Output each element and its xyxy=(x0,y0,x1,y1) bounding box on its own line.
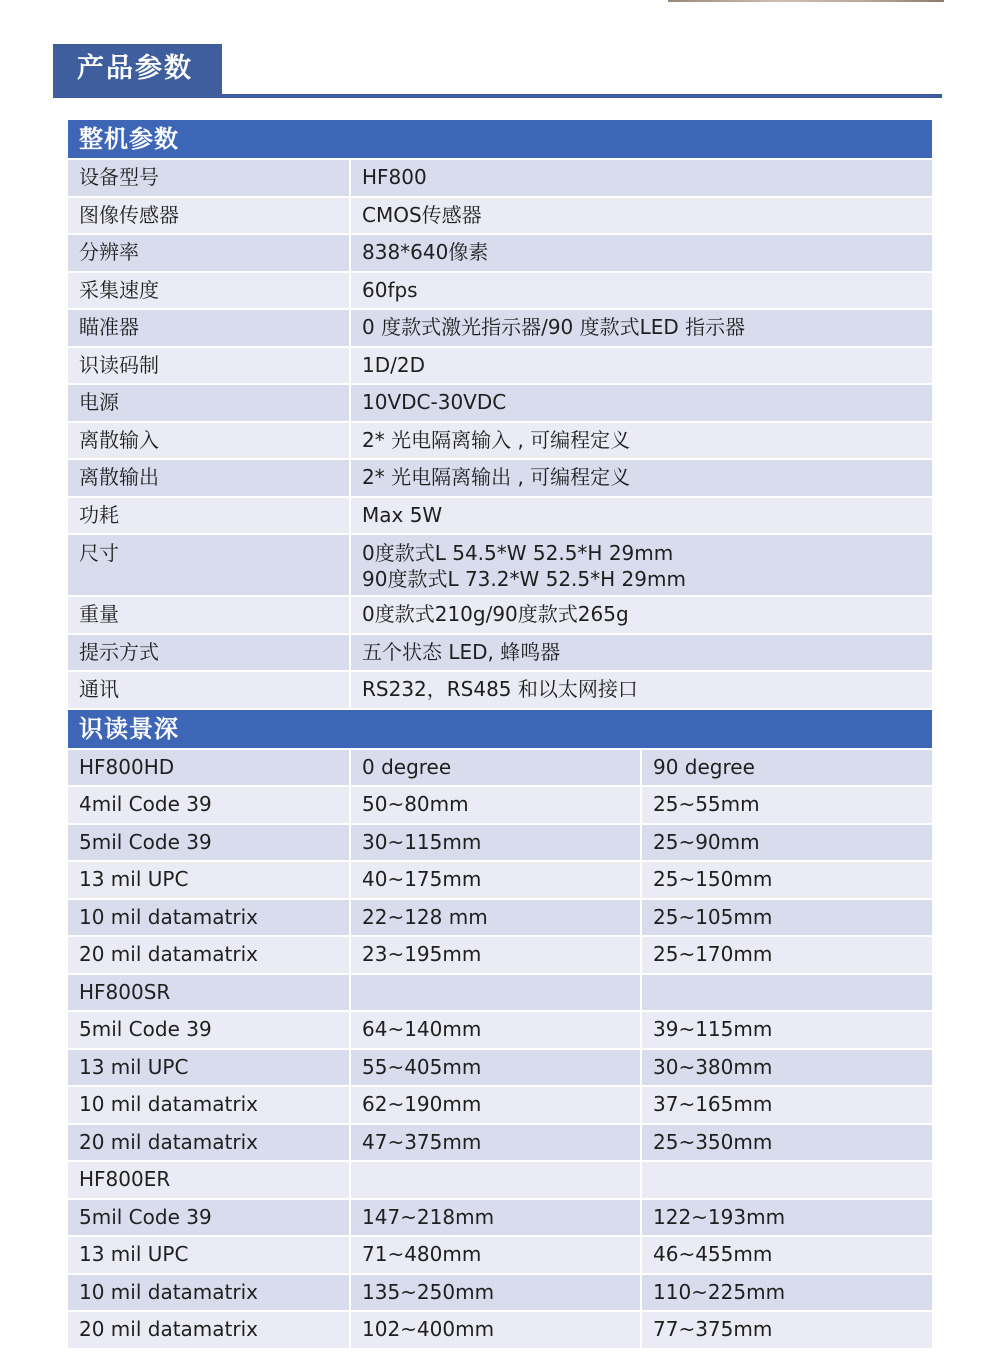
row-label: 20 mil datamatrix xyxy=(68,1312,349,1348)
row-label: 采集速度 xyxy=(68,273,349,309)
row-value-90deg xyxy=(642,975,932,1011)
row-value: HF800 xyxy=(351,160,932,196)
row-label: 分辨率 xyxy=(68,235,349,271)
row-label: 5mil Code 39 xyxy=(68,1200,349,1236)
row-label: 离散输入 xyxy=(68,423,349,459)
row-value-90deg: 90 degree xyxy=(642,750,932,786)
page-heading xyxy=(53,44,942,98)
table-row xyxy=(68,900,932,936)
table-row xyxy=(68,750,932,786)
row-value: 60fps xyxy=(351,273,932,309)
row-value: 0度款式210g/90度款式265g xyxy=(351,597,932,633)
row-label: 13 mil UPC xyxy=(68,1050,349,1086)
row-label: 瞄准器 xyxy=(68,310,349,346)
row-label: 4mil Code 39 xyxy=(68,787,349,823)
row-value-90deg: 110~225mm xyxy=(642,1275,932,1311)
row-value: 1D/2D xyxy=(351,348,932,384)
table-row xyxy=(68,273,932,309)
row-value-0deg: 22~128 mm xyxy=(351,900,640,936)
table-row xyxy=(68,825,932,861)
row-label: HF800HD xyxy=(68,750,349,786)
row-value-0deg: 102~400mm xyxy=(351,1312,640,1348)
table-row xyxy=(68,1012,932,1048)
row-value-0deg: 62~190mm xyxy=(351,1087,640,1123)
section-title-depth: 识读景深 xyxy=(68,710,932,748)
table-row xyxy=(68,1087,932,1123)
row-value-90deg xyxy=(642,1162,932,1198)
table-row xyxy=(68,460,932,496)
spec-table xyxy=(68,120,932,1348)
section-title-machine: 整机参数 xyxy=(68,120,932,158)
row-label: 识读码制 xyxy=(68,348,349,384)
row-value-0deg: 71~480mm xyxy=(351,1237,640,1273)
row-label: 13 mil UPC xyxy=(68,862,349,898)
table-row xyxy=(68,862,932,898)
row-label: 图像传感器 xyxy=(68,198,349,234)
row-value-0deg: 30~115mm xyxy=(351,825,640,861)
table-row xyxy=(68,385,932,421)
table-row xyxy=(68,423,932,459)
row-value-90deg: 25~105mm xyxy=(642,900,932,936)
row-label: 20 mil datamatrix xyxy=(68,1125,349,1161)
row-value-0deg xyxy=(351,975,640,1011)
row-label: 5mil Code 39 xyxy=(68,1012,349,1048)
table-row xyxy=(68,1200,932,1236)
table-row xyxy=(68,597,932,633)
row-value-0deg: 55~405mm xyxy=(351,1050,640,1086)
top-decoration-line xyxy=(668,0,944,2)
row-label: HF800ER xyxy=(68,1162,349,1198)
row-value-0deg: 135~250mm xyxy=(351,1275,640,1311)
row-value-90deg: 25~150mm xyxy=(642,862,932,898)
row-value-0deg: 64~140mm xyxy=(351,1012,640,1048)
row-value: Max 5W xyxy=(351,498,932,534)
row-value: 2* 光电隔离输入 , 可编程定义 xyxy=(351,423,932,459)
row-value-0deg: 47~375mm xyxy=(351,1125,640,1161)
row-value-90deg: 77~375mm xyxy=(642,1312,932,1348)
row-label: 功耗 xyxy=(68,498,349,534)
row-label: 10 mil datamatrix xyxy=(68,1087,349,1123)
row-value: 838*640像素 xyxy=(351,235,932,271)
row-value-90deg: 30~380mm xyxy=(642,1050,932,1086)
row-value-0deg: 147~218mm xyxy=(351,1200,640,1236)
row-value: 10VDC-30VDC xyxy=(351,385,932,421)
row-value-0deg: 0 degree xyxy=(351,750,640,786)
table-row xyxy=(68,1237,932,1273)
row-label: 重量 xyxy=(68,597,349,633)
table-row xyxy=(68,1275,932,1311)
table-row xyxy=(68,1312,932,1348)
row-value-0deg: 40~175mm xyxy=(351,862,640,898)
row-value-90deg: 25~90mm xyxy=(642,825,932,861)
table-row xyxy=(68,348,932,384)
dimension-line-90deg: 90度款式L 73.2*W 52.5*H 29mm xyxy=(362,567,686,591)
heading-underline xyxy=(53,94,942,98)
table-row xyxy=(68,310,932,346)
row-label: 提示方式 xyxy=(68,635,349,671)
row-value-0deg xyxy=(351,1162,640,1198)
table-row xyxy=(68,160,932,196)
row-label: 20 mil datamatrix xyxy=(68,937,349,973)
row-value-90deg: 122~193mm xyxy=(642,1200,932,1236)
table-row xyxy=(68,937,932,973)
row-label: 设备型号 xyxy=(68,160,349,196)
dimension-line-0deg: 0度款式L 54.5*W 52.5*H 29mm xyxy=(362,541,674,565)
table-row xyxy=(68,535,932,595)
page-title: 产品参数 xyxy=(53,44,222,94)
row-value-90deg: 25~350mm xyxy=(642,1125,932,1161)
row-label: 离散输出 xyxy=(68,460,349,496)
row-label: 通讯 xyxy=(68,672,349,708)
row-label: 13 mil UPC xyxy=(68,1237,349,1273)
row-label: HF800SR xyxy=(68,975,349,1011)
table-row xyxy=(68,1125,932,1161)
row-value-90deg: 46~455mm xyxy=(642,1237,932,1273)
row-value-90deg: 39~115mm xyxy=(642,1012,932,1048)
row-value-0deg: 50~80mm xyxy=(351,787,640,823)
table-row xyxy=(68,498,932,534)
row-label: 5mil Code 39 xyxy=(68,825,349,861)
row-value-90deg: 37~165mm xyxy=(642,1087,932,1123)
row-value: 0 度款式激光指示器/90 度款式LED 指示器 xyxy=(351,310,932,346)
table-row xyxy=(68,672,932,708)
table-row xyxy=(68,975,932,1011)
table-row xyxy=(68,635,932,671)
table-row xyxy=(68,235,932,271)
row-label: 尺寸 xyxy=(68,535,349,595)
row-value xyxy=(351,535,932,595)
row-value: RS232，RS485 和以太网接口 xyxy=(351,672,932,708)
table-row xyxy=(68,198,932,234)
row-value-90deg: 25~55mm xyxy=(642,787,932,823)
row-value: CMOS传感器 xyxy=(351,198,932,234)
row-value: 2* 光电隔离输出 , 可编程定义 xyxy=(351,460,932,496)
row-value-90deg: 25~170mm xyxy=(642,937,932,973)
row-label: 10 mil datamatrix xyxy=(68,900,349,936)
table-row xyxy=(68,1162,932,1198)
row-label: 10 mil datamatrix xyxy=(68,1275,349,1311)
row-label: 电源 xyxy=(68,385,349,421)
table-row xyxy=(68,1050,932,1086)
table-row xyxy=(68,787,932,823)
row-value: 五个状态 LED, 蜂鸣器 xyxy=(351,635,932,671)
row-value-0deg: 23~195mm xyxy=(351,937,640,973)
